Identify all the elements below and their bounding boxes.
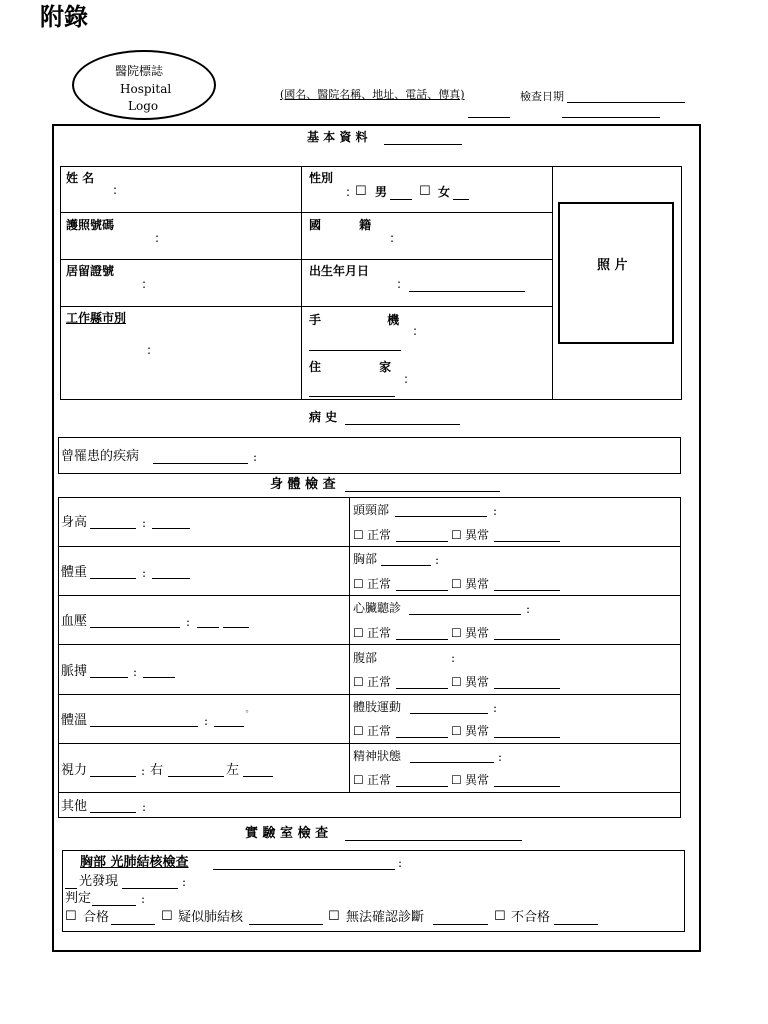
phys-row4 xyxy=(58,694,681,695)
height-label: 身高 xyxy=(61,515,88,530)
abdomen-abnormal-line[interactable] xyxy=(494,688,560,689)
pulse-label: 脈搏 xyxy=(61,664,88,679)
passport-label: 護照號碼 xyxy=(66,218,115,232)
head-neck-abnormal: 異常 xyxy=(465,528,490,542)
basic-heading-line xyxy=(384,144,462,145)
male-line xyxy=(390,199,412,200)
birth-line[interactable] xyxy=(409,291,525,292)
heart-colon: : xyxy=(526,602,531,616)
limbs-colon: : xyxy=(493,701,498,715)
mental-normal-line[interactable] xyxy=(396,786,448,787)
phys-row5 xyxy=(58,743,681,744)
pass-checkbox[interactable]: ☐ xyxy=(65,909,77,924)
physical-heading-line xyxy=(345,491,500,492)
chest-line[interactable] xyxy=(381,565,431,566)
abdomen-abnormal: 異常 xyxy=(465,675,490,689)
bp-colon: : xyxy=(186,615,191,629)
unable-checkbox[interactable]: ☐ xyxy=(328,909,340,924)
male-label: 男 xyxy=(375,185,388,199)
work-city-label: 工作縣市別 xyxy=(66,311,127,325)
mobile-colon: : xyxy=(413,324,418,338)
temp-label: 體溫 xyxy=(61,713,88,728)
head-neck-colon: : xyxy=(493,504,498,518)
judge-line[interactable] xyxy=(92,905,136,906)
heart-normal-checkbox[interactable]: ☐ xyxy=(353,626,364,640)
limbs-normal-line[interactable] xyxy=(396,737,448,738)
passport-colon[interactable]: : xyxy=(155,231,160,245)
birth-colon: : xyxy=(397,277,402,291)
abdomen-abnormal-checkbox[interactable]: ☐ xyxy=(451,675,462,689)
limbs-normal: 正常 xyxy=(367,724,392,738)
phys-row2 xyxy=(58,595,681,596)
gender-colon: : xyxy=(346,185,351,199)
basic-row1 xyxy=(60,212,552,213)
chest-abnormal-checkbox[interactable]: ☐ xyxy=(451,577,462,591)
female-line xyxy=(453,199,469,200)
chest-normal: 正常 xyxy=(367,577,392,591)
mental-normal: 正常 xyxy=(367,773,392,787)
limbs-abnormal-checkbox[interactable]: ☐ xyxy=(451,724,462,738)
unable-label: 無法確認診斷 xyxy=(346,910,425,925)
home-colon: : xyxy=(404,372,409,386)
male-checkbox[interactable]: ☐ xyxy=(355,184,367,199)
abdomen-normal: 正常 xyxy=(367,675,392,689)
page-title: 附錄 xyxy=(40,3,88,31)
chest-label: 胸部 xyxy=(353,552,378,566)
weight-colon: : xyxy=(142,566,147,580)
xray-line[interactable] xyxy=(213,869,395,870)
other-label: 其他 xyxy=(61,799,88,814)
vision-left-line[interactable] xyxy=(243,776,273,777)
fail-checkbox[interactable]: ☐ xyxy=(494,909,506,924)
limbs-abnormal: 異常 xyxy=(465,724,490,738)
nationality-colon[interactable]: : xyxy=(390,231,395,245)
bp-line-c[interactable] xyxy=(223,627,249,628)
mental-abnormal-checkbox[interactable]: ☐ xyxy=(451,773,462,787)
history-box xyxy=(58,437,681,474)
name-colon[interactable]: : xyxy=(113,183,118,197)
work-city-colon[interactable]: : xyxy=(147,343,152,357)
history-heading: 病 史 xyxy=(309,410,338,424)
vision-label: 視力 xyxy=(61,763,88,778)
other-colon: : xyxy=(142,800,147,814)
female-label: 女 xyxy=(438,185,451,199)
limbs-abnormal-line[interactable] xyxy=(494,737,560,738)
basic-heading: 基 本 資 料 xyxy=(307,130,368,144)
phys-row1 xyxy=(58,546,681,547)
pulse-line-b[interactable] xyxy=(143,677,175,678)
xray-colon: : xyxy=(398,856,403,870)
hospital-info-note: (國名、醫院名稱、地址、電話、傳真) xyxy=(280,88,465,101)
residence-label: 居留證號 xyxy=(66,264,115,278)
disease-label: 曾罹患的疾病 xyxy=(61,449,140,464)
finding-colon: : xyxy=(182,875,187,889)
chest-normal-line[interactable] xyxy=(396,590,448,591)
header-line-a xyxy=(468,117,510,118)
lab-heading: 實 驗 室 檢 查 xyxy=(245,826,329,841)
logo-line1: 醫院標誌 xyxy=(115,64,164,78)
limbs-label: 體肢運動 xyxy=(353,700,402,714)
head-neck-abnormal-checkbox[interactable]: ☐ xyxy=(451,528,462,542)
fail-line[interactable] xyxy=(554,924,598,925)
head-neck-normal-checkbox[interactable]: ☐ xyxy=(353,528,364,542)
photo-label: 照 片 xyxy=(597,258,628,273)
disease-line[interactable] xyxy=(153,463,248,464)
basic-photo-divider xyxy=(552,166,553,400)
history-heading-line xyxy=(345,424,460,425)
pulse-line-a[interactable] xyxy=(90,677,128,678)
xray-label: 胸部 光肺結核檢查 xyxy=(80,855,189,870)
exam-date-line[interactable] xyxy=(567,102,685,103)
disease-colon: : xyxy=(253,450,258,464)
heart-abnormal-line[interactable] xyxy=(494,639,560,640)
exam-date-label: 檢查日期 xyxy=(520,90,564,103)
temp-line-b[interactable] xyxy=(214,726,244,727)
weight-label: 體重 xyxy=(61,565,88,580)
female-checkbox[interactable]: ☐ xyxy=(419,184,431,199)
finding-line-b[interactable] xyxy=(122,888,178,889)
fail-label: 不合格 xyxy=(511,910,551,925)
chest-normal-checkbox[interactable]: ☐ xyxy=(353,577,364,591)
vision-line-a[interactable] xyxy=(90,776,136,777)
header-line-b xyxy=(562,117,660,118)
basic-row2 xyxy=(60,259,552,260)
weight-line-a[interactable] xyxy=(90,578,136,579)
lab-heading-line xyxy=(345,840,522,841)
abdomen-normal-checkbox[interactable]: ☐ xyxy=(353,675,364,689)
height-line-a[interactable] xyxy=(90,528,136,529)
head-neck-abnormal-line[interactable] xyxy=(494,541,560,542)
abdomen-colon: : xyxy=(451,651,456,665)
temp-colon: : xyxy=(204,714,209,728)
vision-left-label: 左 xyxy=(226,763,240,778)
mental-abnormal: 異常 xyxy=(465,773,490,787)
bp-label: 血壓 xyxy=(61,614,88,629)
heart-abnormal: 異常 xyxy=(465,626,490,640)
temp-line-a[interactable] xyxy=(90,726,198,727)
home-label: 住 家 xyxy=(309,360,392,374)
mental-label: 精神狀態 xyxy=(353,749,402,763)
gender-label: 性別 xyxy=(309,171,334,185)
bp-line-b[interactable] xyxy=(197,627,219,628)
mobile-label: 手 機 xyxy=(309,313,400,327)
finding-line-a xyxy=(65,888,77,889)
phys-row6 xyxy=(58,792,681,793)
mental-normal-checkbox[interactable]: ☐ xyxy=(353,773,364,787)
head-neck-label: 頭頸部 xyxy=(353,503,390,517)
vision-colon: : xyxy=(141,764,146,778)
temp-degree: ° xyxy=(245,709,249,718)
birth-label: 出生年月日 xyxy=(309,264,370,278)
suspect-label: 疑似肺結核 xyxy=(178,910,244,925)
head-neck-line[interactable] xyxy=(395,516,487,517)
weight-line-b[interactable] xyxy=(152,578,190,579)
mobile-line[interactable] xyxy=(309,350,401,351)
name-label: 姓 名 xyxy=(66,171,95,185)
logo-line3: Logo xyxy=(128,99,159,113)
judge-label: 判定 xyxy=(65,891,92,906)
pass-label: 合格 xyxy=(83,910,110,925)
heart-normal: 正常 xyxy=(367,626,392,640)
abdomen-label: 腹部 xyxy=(353,651,378,665)
chest-colon: : xyxy=(435,553,440,567)
head-neck-normal-line[interactable] xyxy=(396,541,448,542)
phys-row3 xyxy=(58,644,681,645)
height-colon: : xyxy=(142,516,147,530)
vision-right-label: 右 xyxy=(150,763,164,778)
finding-label: 光發現 xyxy=(79,874,119,889)
chest-abnormal: 異常 xyxy=(465,577,490,591)
judge-colon: : xyxy=(141,892,146,906)
logo-line2: Hospital xyxy=(120,82,172,96)
unable-line[interactable] xyxy=(433,924,488,925)
pulse-colon: : xyxy=(133,665,138,679)
photo-box[interactable] xyxy=(558,202,674,344)
head-neck-normal: 正常 xyxy=(367,528,392,542)
mental-line[interactable] xyxy=(410,762,494,763)
physical-col-divider xyxy=(349,497,350,793)
physical-heading: 身 體 檢 查 xyxy=(270,477,336,492)
heart-abnormal-checkbox[interactable]: ☐ xyxy=(451,626,462,640)
height-line-b[interactable] xyxy=(152,528,190,529)
mental-abnormal-line[interactable] xyxy=(494,786,560,787)
heart-normal-line[interactable] xyxy=(396,639,448,640)
suspect-line[interactable] xyxy=(249,924,323,925)
vision-right-line[interactable] xyxy=(168,776,224,777)
other-line[interactable] xyxy=(90,812,136,813)
heart-label: 心臟聽診 xyxy=(353,601,402,615)
limbs-line[interactable] xyxy=(410,713,488,714)
chest-abnormal-line[interactable] xyxy=(494,590,560,591)
nationality-label: 國 籍 xyxy=(309,218,372,232)
pass-line[interactable] xyxy=(111,924,155,925)
limbs-normal-checkbox[interactable]: ☐ xyxy=(353,724,364,738)
residence-colon[interactable]: : xyxy=(142,277,147,291)
bp-line-a[interactable] xyxy=(90,627,180,628)
basic-col-divider xyxy=(301,166,302,400)
mental-colon: : xyxy=(498,750,503,764)
basic-row3 xyxy=(60,306,552,307)
suspect-checkbox[interactable]: ☐ xyxy=(161,909,173,924)
heart-line[interactable] xyxy=(409,614,521,615)
home-line[interactable] xyxy=(309,396,395,397)
abdomen-normal-line[interactable] xyxy=(396,688,448,689)
